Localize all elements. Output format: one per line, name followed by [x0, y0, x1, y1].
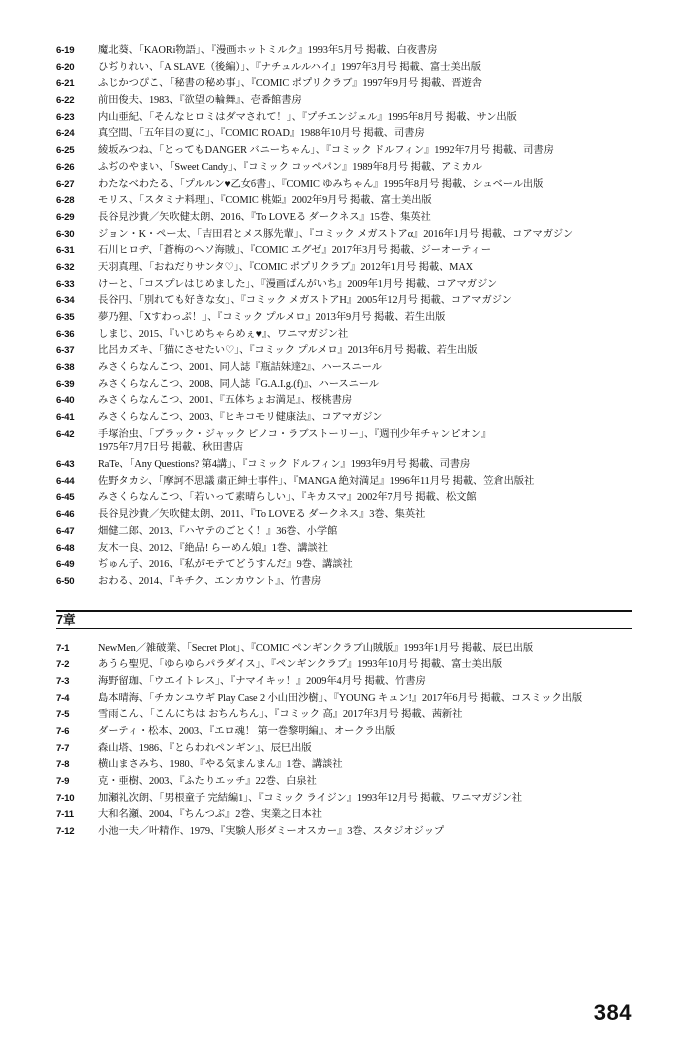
- list-item: [56, 261, 632, 275]
- entry-number: 7-2: [56, 659, 70, 671]
- entry-text: おわる、2014、『キチク、エンカウント』、竹書房: [98, 575, 322, 587]
- list-item: [56, 328, 632, 342]
- list-item: [56, 194, 632, 208]
- list-item: [56, 708, 632, 722]
- entry-text: 畑健二郎、2013、『ハヤテのごとく！』36巻、小学館: [98, 525, 338, 537]
- heading-rule-top: [56, 610, 632, 612]
- entry-number: 7-12: [56, 826, 75, 838]
- list-item: [56, 178, 632, 192]
- entry-text: 綾坂みつね、「とってもDANGER バニーちゃん」、『コミック ドルフィン』1992年7月号 掲載、司書房: [98, 145, 554, 157]
- list-item: [56, 458, 632, 472]
- list-item: [56, 144, 632, 158]
- entry-text: 夢乃狸、「Xすわっぷ！」、『コミック プルメロ』2013年9月号 掲載、若生出版: [98, 312, 446, 323]
- entry-number: 7-8: [56, 759, 70, 771]
- list-item: [56, 344, 632, 358]
- list-item: [56, 94, 632, 108]
- list-item: [56, 278, 632, 292]
- entry-text: みさくらなんこつ、「若いって素晴らしい」、『キカスマ』2002年7月号 掲載、松文館: [98, 492, 477, 504]
- entry-number: 6-45: [56, 492, 75, 504]
- entry-number: 6-32: [56, 261, 75, 273]
- entry-number: 6-46: [56, 509, 75, 521]
- entry-number: 7-1: [56, 642, 70, 654]
- entry-text: ふじかつぴこ、「秘書の秘め事」、『COMIC ポプリクラブ』1997年9月号 掲載、晋遊舎: [98, 78, 482, 90]
- entry-number: 6-25: [56, 145, 75, 157]
- list-item: [56, 742, 632, 756]
- entry-number: 6-36: [56, 328, 75, 340]
- list-item: [56, 111, 632, 125]
- entry-text: わたなべわたる、「プルルン♥乙女б書」、『COMIC ゆみちゃん』1995年8月号 掲載、シュベール出版: [98, 178, 544, 190]
- list-item: [56, 692, 632, 706]
- entry-number: 6-44: [56, 475, 75, 487]
- heading-rule-bottom: [56, 628, 632, 629]
- list-item: [56, 525, 632, 539]
- entry-text: 横山まさみち、1980、『やる気まんまん』1巻、講談社: [98, 759, 343, 771]
- entry-text: 石川ヒロヂ、「蒼梅のヘソ海賊」、『COMIC エグゼ』2017年3月号 掲載、ジーオーティー: [98, 245, 491, 257]
- entry-number: 6-29: [56, 211, 75, 223]
- entry-text: NewMen／雑破業、「Secret Plot」、『COMIC ペンギンクラブ山賊版』1993年1月号 掲載、辰巳出版: [98, 642, 534, 654]
- list-item: [56, 127, 632, 141]
- list-item: [56, 475, 632, 489]
- list-item: [56, 428, 632, 455]
- entry-text: 森山塔、1986、『とらわれペンギン』、辰巳出版: [98, 742, 312, 754]
- list-item: [56, 77, 632, 91]
- entry-text: 島本晴海、「チカンユウギ Play Case 2 小山田沙樹」、『YOUNG キュン!』2017年6月号 掲載、コスミック出版: [98, 692, 583, 704]
- entry-number: 6-38: [56, 362, 75, 374]
- entry-text: 内山亜紀、「そんなヒロミはダマされて！」、『プチエンジェル』1995年8月号 掲載、サン出版: [98, 111, 517, 123]
- list-item: [56, 244, 632, 258]
- list-item: [56, 808, 632, 822]
- entry-number: 7-7: [56, 742, 70, 754]
- list-item: [56, 491, 632, 505]
- list-item: [56, 675, 632, 689]
- entry-number: 6-31: [56, 245, 75, 257]
- entry-text: 海野留珈、「ウエイトレス」、『ナマイキッ！』2009年4月号 掲載、竹書房: [98, 675, 426, 687]
- entry-number: 7-3: [56, 675, 70, 687]
- list-item: [56, 725, 632, 739]
- entry-number: 6-21: [56, 78, 75, 90]
- entry-number: 6-26: [56, 161, 75, 173]
- list-item: [56, 378, 632, 392]
- chapter-heading-7: [56, 610, 632, 629]
- list-item: [56, 44, 632, 58]
- entry-number: 6-41: [56, 412, 75, 424]
- entry-text: ひぢりれい、「A SLAVE（後編）」、『ナチュルルハイ』1997年3月号 掲載、富士美出版: [98, 61, 481, 73]
- entry-number: 6-48: [56, 542, 75, 554]
- entry-number: 6-43: [56, 459, 75, 471]
- list-item: [56, 775, 632, 789]
- entry-number: 6-22: [56, 95, 75, 107]
- entry-number: 6-30: [56, 228, 75, 240]
- entry-number: 6-28: [56, 195, 75, 207]
- chapter-heading-label: 7章: [56, 613, 82, 627]
- entry-number: 6-49: [56, 559, 75, 571]
- list-item: [56, 575, 632, 589]
- entry-number: 6-47: [56, 525, 75, 537]
- entry-text: 佐野タカシ、「摩訶不思議 粛正紳士事件」、『MANGA 絶対満足』1996年11月号 掲載、笠倉出版社: [98, 475, 535, 487]
- list-item: [56, 411, 632, 425]
- entry-number: 6-23: [56, 111, 75, 123]
- entry-text: 前田俊夫、1983、『欲望の輪舞』、壱番館書房: [98, 95, 302, 107]
- entry-number: 6-37: [56, 345, 75, 357]
- entry-text: あうら聖児、「ゆらゆらパラダイス」、『ペンギンクラブ』1993年10月号 掲載、富士美出版: [98, 659, 503, 671]
- entry-text: 克・亜樹、2003、『ふたりエッチ』22巻、白泉社: [98, 776, 317, 787]
- entry-number: 7-10: [56, 792, 75, 804]
- entry-text: 長谷円、「別れても好きな女」、『コミック メガストアH』2005年12月号 掲載、コアマガジン: [98, 295, 512, 307]
- list-item: [56, 361, 632, 375]
- entry-text: 加瀬礼次朗、「男根童子 完結編1」、『コミック ライジン』1993年12月号 掲載、ワニマガジン社: [98, 792, 522, 804]
- entry-number: 6-39: [56, 378, 75, 390]
- entry-text: 天羽真理、「おねだりサンタ♡」、『COMIC ポプリクラブ』2012年1月号 掲載、MAX: [98, 261, 474, 273]
- entry-text: みさくらなんこつ、2001、同人誌『瓶詰妹達2』、ハースニール: [98, 362, 382, 374]
- list-item: [56, 394, 632, 408]
- entry-text: 真空間、「五年目の夏に」、『COMIC ROAD』1988年10月号 掲載、司書房: [98, 128, 425, 140]
- reference-list-chapter-7: [56, 642, 632, 839]
- entry-text: 小池一夫／叶精作、1979、『実験人形ダミーオスカー』3巻、スタジオジップ: [98, 826, 445, 838]
- entry-text: 友木一良、2012、『絶品! らーめん娘』1巻、講談社: [98, 542, 328, 554]
- entry-text: RaTe、「Any Questions? 第4講」、『コミック ドルフィン』1993年9月号 掲載、司書房: [98, 459, 471, 471]
- entry-text: ぢゅん子、2016、『私がモテてどうすんだ』9巻、講談社: [98, 559, 353, 571]
- page-number: 384: [593, 1000, 632, 1025]
- entry-text: みさくらなんこつ、2003、『ヒキコモリ健康法』、コアマガジン: [98, 412, 383, 424]
- entry-number: 6-50: [56, 575, 75, 587]
- list-item: [56, 311, 632, 325]
- list-item: [56, 294, 632, 308]
- entry-number: 6-33: [56, 278, 75, 290]
- entry-number: 6-42: [56, 428, 75, 440]
- entry-text: みさくらなんこつ、2008、同人誌『G.A.I.g.(f)』、ハースニール: [98, 378, 379, 390]
- entry-text: 魔北葵、「KAORi物語」、『漫画ホットミルク』1993年5月号 掲載、白夜書房: [98, 45, 438, 56]
- list-item: [56, 161, 632, 175]
- list-item: [56, 658, 632, 672]
- entry-text: みさくらなんこつ、2001、『五体ちょお満足』、桜桃書房: [98, 395, 352, 407]
- entry-number: 7-5: [56, 709, 70, 721]
- entry-text: ジョン・K・ペー太、「吉田君とメス豚先輩」、『コミック メガストアα』2016年1月号 掲載、コアマガジン: [98, 228, 574, 240]
- entry-number: 6-27: [56, 178, 75, 190]
- entry-text-line2: 1975年7月7日号 掲載、秋田書店: [98, 442, 243, 454]
- entry-number: 6-34: [56, 295, 75, 307]
- entry-text: [98, 428, 632, 455]
- list-item: [56, 228, 632, 242]
- entry-text: ふぢのやまい、「Sweet Candy」、『コミック コッペパン』1989年8月号 掲載、アミカル: [98, 161, 482, 173]
- list-item: [56, 211, 632, 225]
- entry-text-line1: 手塚治虫、「ブラック・ジャック ピノコ・ラブストーリー」、『週刊少年チャンピオン』: [98, 428, 492, 440]
- entry-number: 7-6: [56, 725, 70, 737]
- entry-text: モリス、「スタミナ料理」、『COMIC 桃姫』2002年9月号 掲載、富士美出版: [98, 195, 432, 207]
- entry-text: しまじ、2015、『いじめちゃらめぇ♥』、ワニマガジン社: [98, 328, 349, 340]
- list-item: [56, 542, 632, 556]
- list-item: [56, 758, 632, 772]
- entry-text: 比呂カズキ、「猫にさせたい♡」、『コミック プルメロ』2013年6月号 掲載、若生出版: [98, 345, 478, 357]
- entry-number: 6-19: [56, 45, 75, 56]
- entry-text: 長谷見沙貴／矢吹健太朗、2011、『To LOVEる ダークネス』3巻、集英社: [98, 509, 426, 521]
- reference-list-chapter-6: [56, 44, 632, 589]
- list-item: [56, 792, 632, 806]
- entry-number: 7-9: [56, 776, 70, 787]
- entry-number: 7-4: [56, 692, 70, 704]
- entry-number: 6-35: [56, 312, 75, 323]
- entry-number: 6-20: [56, 61, 75, 73]
- list-item: [56, 508, 632, 522]
- entry-text: 大和名瀬、2004、『ちんつぶ』2巻、実業之日本社: [98, 809, 322, 821]
- entry-text: 長谷見沙貴／矢吹健太朗、2016、『To LOVEる ダークネス』15巻、集英社: [98, 211, 431, 223]
- entry-text: 雪雨こん、「こんにちは おちんちん」、『コミック 高』2017年3月号 掲載、茜新社: [98, 709, 463, 721]
- entry-number: 6-24: [56, 128, 75, 140]
- entry-text: けーと、「コスプレはじめました」、『漫画ばんがいち』2009年1月号 掲載、コアマガジン: [98, 278, 498, 290]
- entry-text: ダーティ・松本、2003、『エロ魂！ 第一巻黎明編』、オークラ出版: [98, 725, 396, 737]
- list-item: [56, 558, 632, 572]
- entry-number: 6-40: [56, 395, 75, 407]
- list-item: [56, 642, 632, 656]
- entry-number: 7-11: [56, 809, 74, 821]
- list-item: [56, 61, 632, 75]
- list-item: [56, 825, 632, 839]
